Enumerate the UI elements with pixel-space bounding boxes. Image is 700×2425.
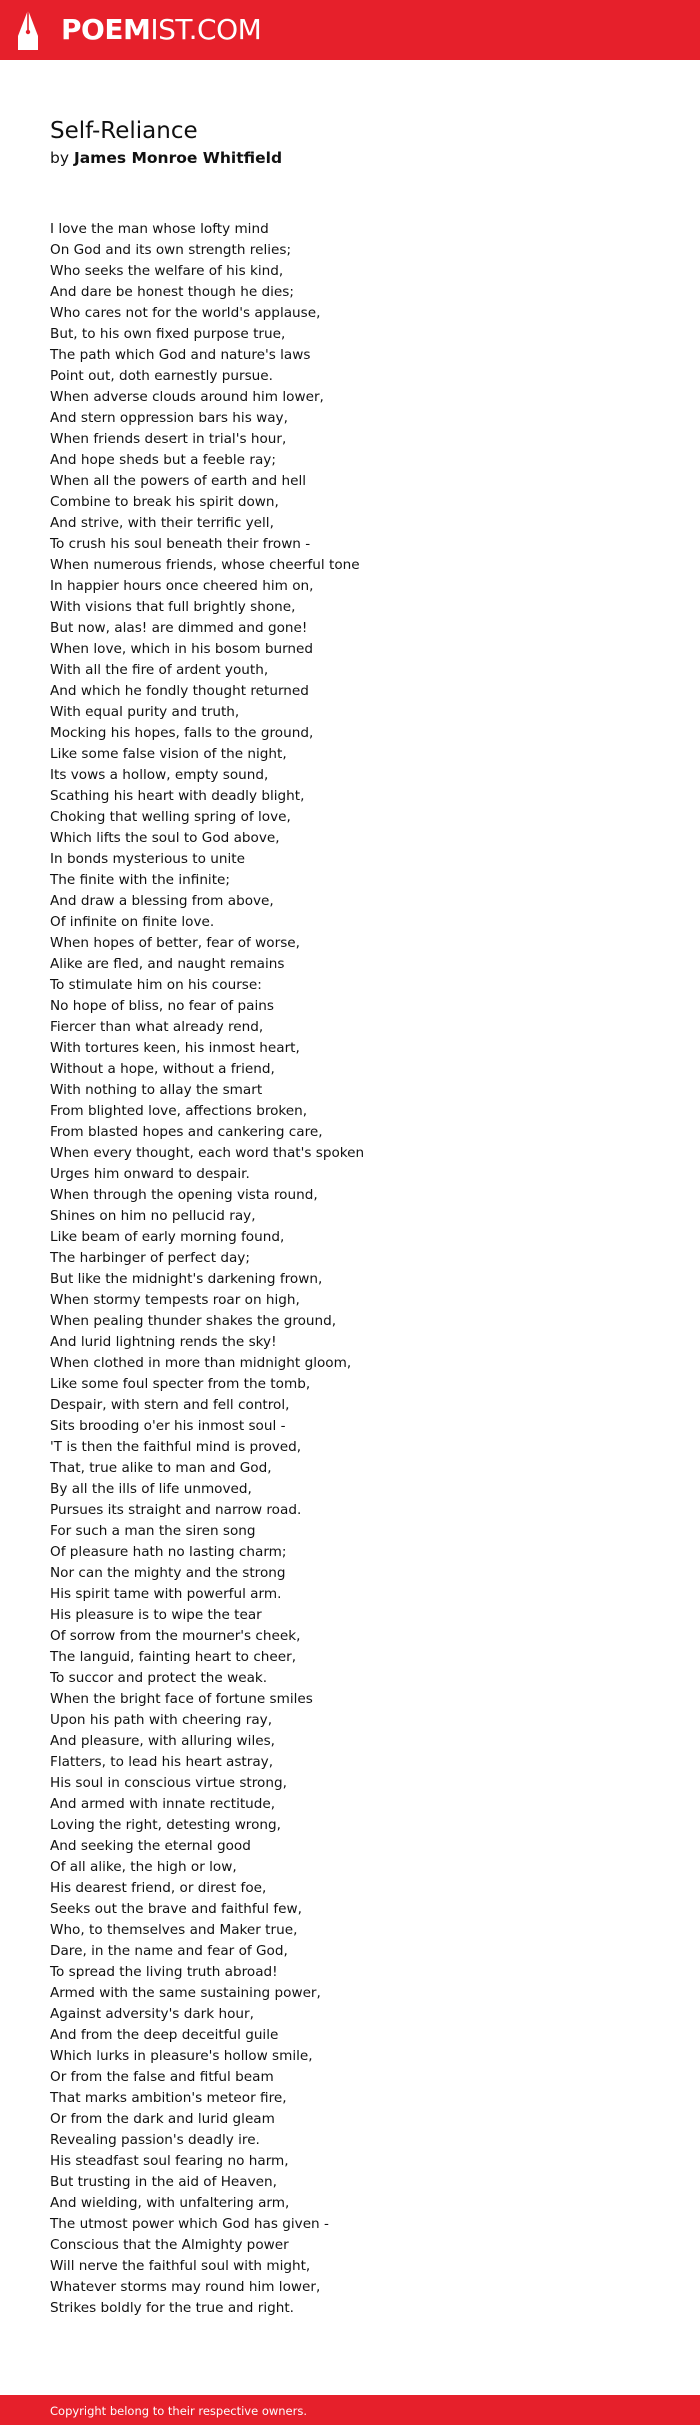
poem-line: Who cares not for the world's applause, xyxy=(50,305,321,321)
poem-line: Dare, in the name and fear of God, xyxy=(50,1943,288,1959)
poem-line: And draw a blessing from above, xyxy=(50,893,274,909)
poem-line: That marks ambition's meteor fire, xyxy=(50,2090,287,2106)
poem-line: Sits brooding o'er his inmost soul - xyxy=(50,1418,286,1434)
poem-line: And which he fondly thought returned xyxy=(50,683,309,699)
poem-line: His soul in conscious virtue strong, xyxy=(50,1775,287,1791)
poem-line: The finite with the infinite; xyxy=(50,872,230,888)
poem-line: Of all alike, the high or low, xyxy=(50,1859,237,1875)
poem-line: To stimulate him on his course: xyxy=(50,977,262,993)
poem-line: Strikes boldly for the true and right. xyxy=(50,2300,294,2316)
poem-line: 'T is then the faithful mind is proved, xyxy=(50,1439,302,1455)
poem-line: That, true alike to man and God, xyxy=(50,1460,272,1476)
poem-line: With tortures keen, his inmost heart, xyxy=(50,1040,300,1056)
poem-line: Against adversity's dark hour, xyxy=(50,2006,254,2022)
poem-line: His pleasure is to wipe the tear xyxy=(50,1607,262,1623)
poem-line: And seeking the eternal good xyxy=(50,1838,251,1854)
poem-line: Seeks out the brave and faithful few, xyxy=(50,1901,302,1917)
poem-line: Which lurks in pleasure's hollow smile, xyxy=(50,2048,313,2064)
poem-line: But now, alas! are dimmed and gone! xyxy=(50,620,308,636)
poem-line: From blasted hopes and cankering care, xyxy=(50,1124,323,1140)
poem-line: But trusting in the aid of Heaven, xyxy=(50,2174,277,2190)
poem-line: With visions that full brightly shone, xyxy=(50,599,296,615)
poem-line: Conscious that the Almighty power xyxy=(50,2237,289,2253)
poem-line: Like beam of early morning found, xyxy=(50,1229,285,1245)
poem-line: When friends desert in trial's hour, xyxy=(50,431,287,447)
poem-line: Who seeks the welfare of his kind, xyxy=(50,263,284,279)
poem-line: Nor can the mighty and the strong xyxy=(50,1565,286,1581)
poem-line: Will nerve the faithful soul with might, xyxy=(50,2258,311,2274)
poem-line: Despair, with stern and fell control, xyxy=(50,1397,290,1413)
poem-line: But, to his own fixed purpose true, xyxy=(50,326,286,342)
poem-line: The languid, fainting heart to cheer, xyxy=(50,1649,297,1665)
poem-line: And strive, with their terrific yell, xyxy=(50,515,274,531)
poem-line: To succor and protect the weak. xyxy=(50,1670,268,1686)
poem-line: And dare be honest though he dies; xyxy=(50,284,294,300)
poem-line: To crush his soul beneath their frown - xyxy=(50,536,311,552)
poem-line: When adverse clouds around him lower, xyxy=(50,389,324,405)
poem-line: I love the man whose lofty mind xyxy=(50,221,269,237)
poem-line: When love, which in his bosom burned xyxy=(50,641,314,657)
poem-line: Or from the false and fitful beam xyxy=(50,2069,274,2085)
poem-line: Or from the dark and lurid gleam xyxy=(50,2111,275,2127)
poem-line: Like some foul specter from the tomb, xyxy=(50,1376,311,1392)
poem-line: When through the opening vista round, xyxy=(50,1187,318,1203)
poem-line: Flatters, to lead his heart astray, xyxy=(50,1754,274,1770)
poem-line: His dearest friend, or direst foe, xyxy=(50,1880,267,1896)
site-logo[interactable] xyxy=(61,11,261,49)
poem-line: Its vows a hollow, empty sound, xyxy=(50,767,269,783)
poem-line: And stern oppression bars his way, xyxy=(50,410,288,426)
poem-line: And armed with innate rectitude, xyxy=(50,1796,276,1812)
poem-line: With equal purity and truth, xyxy=(50,704,240,720)
poem-line: Pursues its straight and narrow road. xyxy=(50,1502,302,1518)
poem-line: Point out, doth earnestly pursue. xyxy=(50,368,273,384)
poem-line: Loving the right, detesting wrong, xyxy=(50,1817,281,1833)
poem-line: The harbinger of perfect day; xyxy=(50,1250,250,1266)
poem-line: In happier hours once cheered him on, xyxy=(50,578,314,594)
pen-nib-icon[interactable] xyxy=(17,9,39,51)
poem-line: And lurid lightning rends the sky! xyxy=(50,1334,277,1350)
poem-line: When numerous friends, whose cheerful tone xyxy=(50,557,360,573)
poem-line: And pleasure, with alluring wiles, xyxy=(50,1733,275,1749)
poem-line: Urges him onward to despair. xyxy=(50,1166,250,1182)
poem-line: When every thought, each word that's spoken xyxy=(50,1145,365,1161)
logo-brand-bold: POEM xyxy=(61,13,151,46)
poem-body xyxy=(50,219,670,2319)
poem-line: Whatever storms may round him lower, xyxy=(50,2279,321,2295)
poem-line: Fiercer than what already rend, xyxy=(50,1019,264,1035)
poem-line: Like some false vision of the night, xyxy=(50,746,287,762)
poem-title: Self-Reliance xyxy=(50,118,198,144)
poem-line: With all the fire of ardent youth, xyxy=(50,662,269,678)
poem-line: Of pleasure hath no lasting charm; xyxy=(50,1544,287,1560)
by-label: by xyxy=(50,149,70,167)
poem-line: In bonds mysterious to unite xyxy=(50,851,245,867)
poem-line: Who, to themselves and Maker true, xyxy=(50,1922,298,1938)
poem-line: From blighted love, affections broken, xyxy=(50,1103,308,1119)
poem-line: Scathing his heart with deadly blight, xyxy=(50,788,305,804)
poem-line: The utmost power which God has given - xyxy=(50,2216,329,2232)
poem-line: By all the ills of life unmoved, xyxy=(50,1481,252,1497)
poem-line: Armed with the same sustaining power, xyxy=(50,1985,321,2001)
poem-line: When stormy tempests roar on high, xyxy=(50,1292,300,1308)
poem-line: Alike are fled, and naught remains xyxy=(50,956,285,972)
poem-line: With nothing to allay the smart xyxy=(50,1082,263,1098)
copyright-text: Copyright belong to their respective owners. xyxy=(50,2404,308,2418)
poem-line: And hope sheds but a feeble ray; xyxy=(50,452,276,468)
poem-line: Of infinite on finite love. xyxy=(50,914,215,930)
poem-byline xyxy=(50,147,282,169)
poem-line: When the bright face of fortune smiles xyxy=(50,1691,313,1707)
poem-line: Without a hope, without a friend, xyxy=(50,1061,275,1077)
poem-line: When all the powers of earth and hell xyxy=(50,473,307,489)
site-header xyxy=(0,0,700,60)
poem-line: For such a man the siren song xyxy=(50,1523,256,1539)
poem-author: James Monroe Whitfield xyxy=(73,149,283,167)
poem-line: But like the midnight's darkening frown, xyxy=(50,1271,323,1287)
poem-line: And from the deep deceitful guile xyxy=(50,2027,279,2043)
poem-line: Of sorrow from the mourner's cheek, xyxy=(50,1628,301,1644)
poem-line: Shines on him no pellucid ray, xyxy=(50,1208,256,1224)
site-footer xyxy=(0,2395,700,2425)
poem-line: Upon his path with cheering ray, xyxy=(50,1712,273,1728)
poem-line: Choking that welling spring of love, xyxy=(50,809,291,825)
poem-line: The path which God and nature's laws xyxy=(50,347,311,363)
poem-line: Mocking his hopes, falls to the ground, xyxy=(50,725,314,741)
poem-line: His steadfast soul fearing no harm, xyxy=(50,2153,289,2169)
poem-line: His spirit tame with powerful arm. xyxy=(50,1586,282,1602)
poem-line: No hope of bliss, no fear of pains xyxy=(50,998,274,1014)
poem-line: Revealing passion's deadly ire. xyxy=(50,2132,260,2148)
poem-line: When pealing thunder shakes the ground, xyxy=(50,1313,337,1329)
poem-line: When clothed in more than midnight gloom, xyxy=(50,1355,352,1371)
poem-line: And wielding, with unfaltering arm, xyxy=(50,2195,290,2211)
poem-line: When hopes of better, fear of worse, xyxy=(50,935,300,951)
poem-line: On God and its own strength relies; xyxy=(50,242,292,258)
logo-brand-light: IST.COM xyxy=(150,13,262,46)
poem-line: Combine to break his spirit down, xyxy=(50,494,279,510)
poem-line: Which lifts the soul to God above, xyxy=(50,830,280,846)
poem-line: To spread the living truth abroad! xyxy=(50,1964,278,1980)
